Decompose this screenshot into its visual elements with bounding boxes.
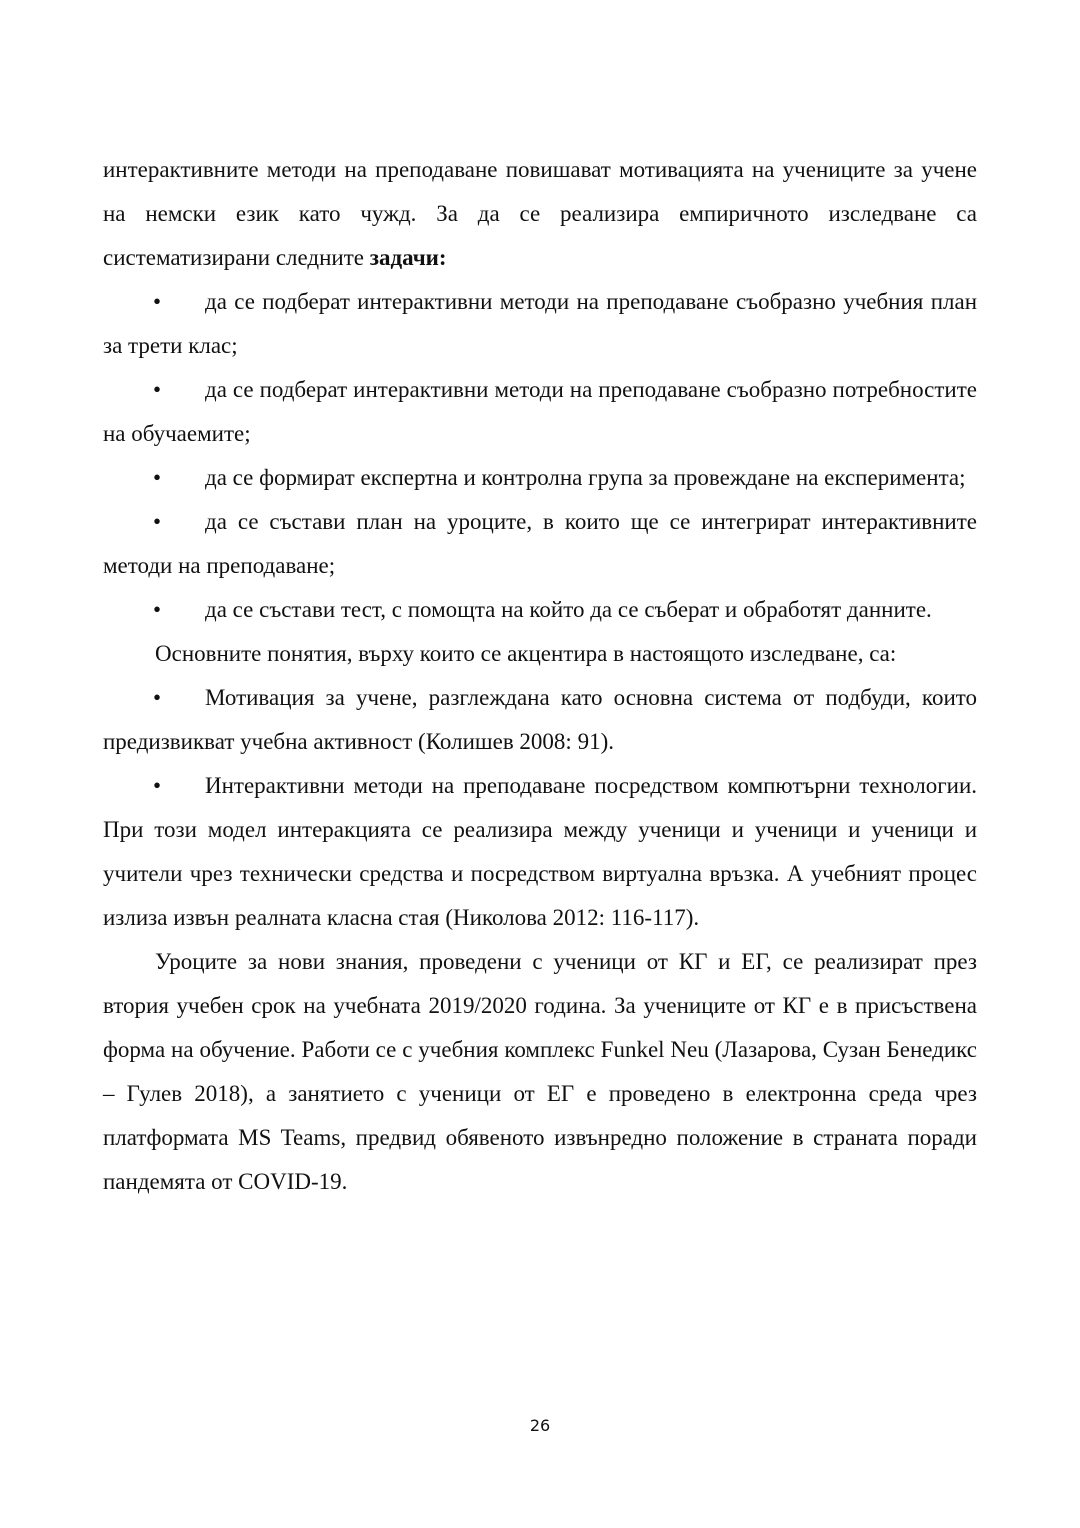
list-item: • да се подберат интерактивни методи на преподаване съобразно потребностите на обучаемите; (103, 368, 977, 456)
list-item: • да се подберат интерактивни методи на преподаване съобразно учебния план за трети клас; (103, 280, 977, 368)
page-number: 26 (529, 1416, 551, 1435)
list-item: • да се състави тест, с помощта на който да се съберат и обработят данните. (103, 588, 977, 632)
closing-paragraph: Уроците за нови знания, проведени с ученици от КГ и ЕГ, се реализират през втория учебен срок на учебната 2019/2020 година. За учениците от КГ е в присъствена форма на обучение. Работи се с учебния комплекс Funkel Neu (Лазарова, Сузан Бенедикс – Гулев 2018), а занятието с ученици от ЕГ е проведено в електронна среда чрез платформата MS Teams, предвид обявеното извънредно положение в страната поради пандемята от COVID-19. (103, 949, 977, 1194)
list-item: • да се състави план на уроците, в които ще се интегрират интерактивните методи на преподаване; (103, 500, 977, 588)
bullet-icon: • (153, 509, 162, 534)
document-body (103, 148, 977, 1204)
bullet-icon: • (153, 465, 162, 490)
bullet-icon: • (153, 597, 162, 622)
list-item: • да се формират експертна и контролна група за провеждане на експеримента; (103, 456, 977, 500)
list-item: • Мотивация за учене, разглеждана като основна система от подбуди, които предизвикват учебна активност (Колишев 2008: 91). (103, 676, 977, 764)
concepts-intro-paragraph: Основните понятия, върху които се акцентира в настоящото изследване, са: (155, 641, 897, 666)
bullet-icon: • (153, 773, 162, 798)
tasks-heading: задачи: (369, 245, 447, 270)
list-item: • Интерактивни методи на преподаване посредством компютърни технологии. При този модел интеракцията се реализира между ученици и ученици и ученици и учители чрез технически средства и посредством виртуална връзка. А учебният процес излиза извън реалната класна стая (Николова 2012: 116-117). (103, 764, 977, 940)
bullet-icon: • (153, 685, 162, 710)
intro-paragraph: интерактивните методи на преподаване повишават мотивацията на учениците за учене на немски език като чужд. За да се реализира емпиричното изследване са систематизирани следните задачи: (103, 157, 977, 270)
bullet-icon: • (153, 289, 162, 314)
bullet-icon: • (153, 377, 162, 402)
